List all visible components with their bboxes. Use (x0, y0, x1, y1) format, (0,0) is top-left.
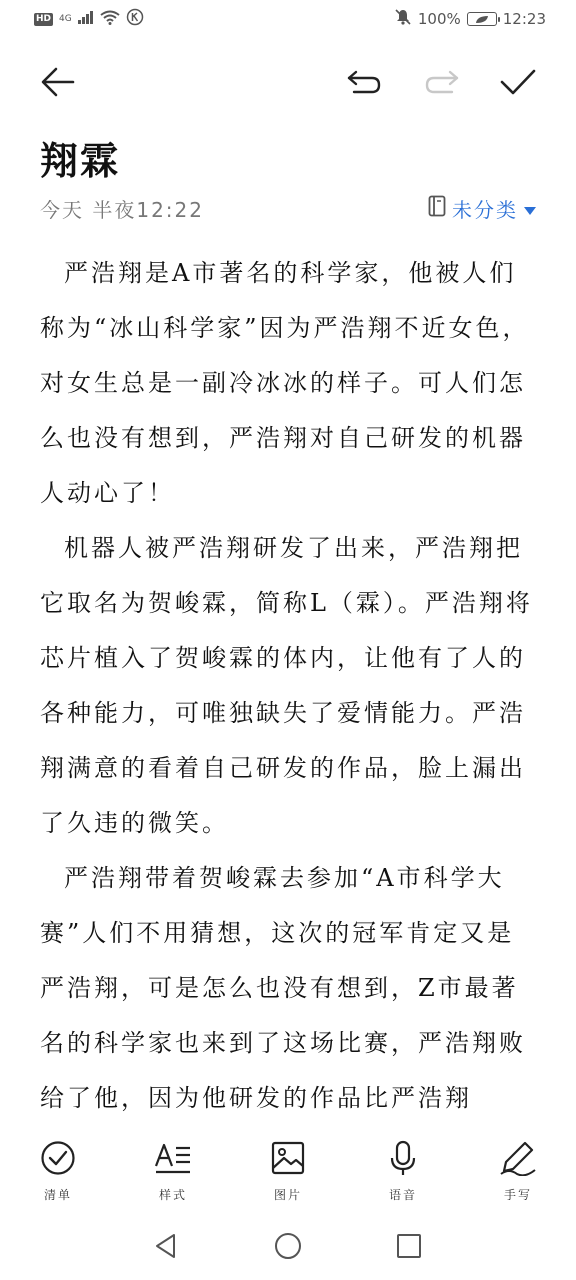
voice-button[interactable] (373, 1138, 433, 1206)
network-type: 4G (59, 13, 72, 24)
undo-icon (346, 69, 382, 99)
image-label: 图片 (273, 1188, 302, 1202)
redo-icon (424, 69, 460, 99)
paragraph: 机器人被严浩翔研发了出来，严浩翔把它取名为贺峻霖，简称L（霖）。严浩翔将芯片植入了贺峻霖的体内，让他有了人的各种能力，可唯独缺失了爱情能力。严浩翔满意的看着自己研发的作品，脸上漏出了久违的微笑。 (40, 534, 533, 837)
checklist-label: 清单 (43, 1188, 72, 1202)
paragraph: 严浩翔是A市著名的科学家，他被人们称为“冰山科学家”因为严浩翔不近女色，对女生总是一副冷冰冰的样子。可人们怎么也没有想到，严浩翔对自己研发的机器人动心了！ (40, 259, 530, 507)
category-label: 未分类 (452, 197, 518, 222)
notebook-icon (428, 195, 446, 222)
nav-home-button[interactable] (268, 1228, 308, 1268)
system-nav-bar (0, 1216, 576, 1280)
note-timestamp: 今天 半夜12:22 (40, 197, 204, 222)
caret-down-icon (524, 196, 536, 220)
bottom-toolbar (0, 1132, 576, 1208)
nav-back-button[interactable] (146, 1228, 186, 1268)
mute-icon (394, 8, 412, 30)
checklist-icon (38, 1138, 78, 1178)
done-button[interactable] (496, 62, 540, 106)
hd-badge: HD (36, 13, 52, 24)
back-button[interactable] (36, 62, 80, 106)
text-style-button[interactable] (143, 1138, 203, 1206)
nav-back-icon (152, 1232, 180, 1264)
paragraph: 严浩翔带着贺峻霖去参加“A市科学大赛”人们不用猜想，这次的冠军肯定又是严浩翔，可是怎么也没有想到，Z市最著名的科学家也来到了这场比赛，严浩翔败给了他，因为他研发的作品比严浩翔 (40, 864, 526, 1112)
k-status-icon (126, 8, 144, 30)
note-meta (40, 192, 536, 224)
handwriting-button[interactable] (488, 1138, 548, 1206)
text-style-label: 样式 (158, 1188, 187, 1202)
check-icon (500, 68, 536, 100)
microphone-icon (383, 1138, 423, 1178)
nav-home-icon (273, 1231, 303, 1265)
note-title[interactable]: 翔霖 (40, 139, 121, 183)
clock: 12:23 (502, 10, 546, 28)
wifi-icon (100, 10, 120, 29)
checklist-button[interactable] (28, 1138, 88, 1206)
top-toolbar (0, 52, 576, 114)
image-button[interactable] (258, 1138, 318, 1206)
category-selector[interactable] (428, 194, 536, 223)
redo-button[interactable] (420, 62, 464, 106)
text-style-icon (153, 1138, 193, 1178)
handwriting-icon (498, 1138, 538, 1178)
voice-label: 语音 (388, 1188, 417, 1202)
battery-icon (467, 12, 497, 26)
status-right (394, 8, 546, 30)
undo-button[interactable] (342, 62, 386, 106)
nav-recent-button[interactable] (389, 1228, 429, 1268)
back-arrow-icon (41, 67, 75, 101)
image-icon (268, 1138, 308, 1178)
status-left (34, 8, 144, 30)
handwriting-label: 手写 (503, 1188, 532, 1202)
nav-recent-icon (395, 1232, 423, 1264)
signal-icon (78, 10, 94, 28)
battery-percent: 100% (417, 10, 461, 28)
status-bar (0, 0, 576, 38)
note-body[interactable] (40, 246, 540, 1126)
